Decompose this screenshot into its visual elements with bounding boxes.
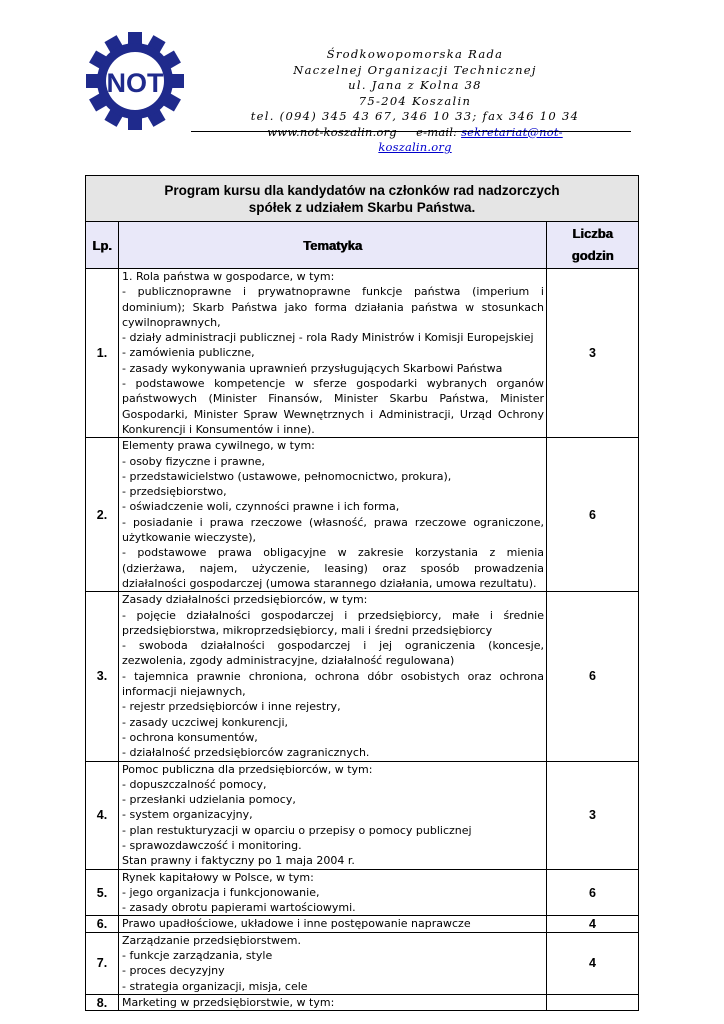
row-number: 2. xyxy=(86,438,119,592)
row-number: 5. xyxy=(86,869,119,916)
topic-line: - sprawozdawczość i monitoring. xyxy=(122,838,302,852)
table-row xyxy=(86,869,639,916)
topic-line: Stan prawny i faktyczny po 1 maja 2004 r. xyxy=(122,854,355,868)
topic-line: - publicznoprawne i prywatnoprawne funkcje państwa (imperium i dominium); Skarb Państwa jako forma działania państwa w stosunkach cywilnoprawnych, xyxy=(122,285,544,329)
logo-text: NOT xyxy=(106,68,164,98)
table-row xyxy=(86,932,639,994)
topic-line: - zasady uczciwej konkurencji, xyxy=(122,715,289,729)
topic-line: - podstawowe prawa obligacyjne w zakresie korzystania z mienia (dzierżawa, najem, użyczenie, leasing) oraz sposób prowadzenia działalności gospodarczej (umowa starannego działania, umowa rezultatu). xyxy=(122,546,544,590)
address-city: 75-204 Koszalin xyxy=(358,93,472,108)
letterhead xyxy=(240,47,590,156)
topic-line: - ochrona konsumentów, xyxy=(122,730,258,744)
topic-line: Prawo upadłościowe, układowe i inne postępowanie naprawcze xyxy=(122,917,471,931)
email-link[interactable]: sekretariat@not-koszalin.org xyxy=(378,124,563,154)
row-topic xyxy=(119,438,547,592)
row-hours: 3 xyxy=(547,761,639,869)
table-title xyxy=(86,176,639,222)
topic-line: - zasady wykonywania uprawnień przysługujących Skarbowi Państwa xyxy=(122,361,503,375)
topic-line: - przedstawicielstwo (ustawowe, pełnomocnictwo, prokura), xyxy=(122,469,452,483)
table-row xyxy=(86,438,639,592)
topic-line: Marketing w przedsiębiorstwie, w tym: xyxy=(122,995,335,1009)
topic-line: - proces decyzyjny xyxy=(122,964,225,978)
row-topic xyxy=(119,916,547,932)
topic-line: - jego organizacja i funkcjonowanie, xyxy=(122,885,320,899)
not-logo xyxy=(84,30,186,132)
topic-line: - dopuszczalność pomocy, xyxy=(122,777,267,791)
table-row xyxy=(86,592,639,761)
row-hours: 4 xyxy=(547,916,639,932)
table-title-line1: Program kursu dla kandydatów na członków rad nadzorczych xyxy=(164,182,560,198)
column-header-hours-line2: godzin xyxy=(571,248,614,263)
topic-line: Elementy prawa cywilnego, w tym: xyxy=(122,439,315,453)
row-topic xyxy=(119,269,547,438)
topic-line: - podstawowe kompetencje w sferze gospodarki wybranych organów państwowych (Minister Finansów, Minister Skarbu Państwa, Minister Gospodarki, Minister Spraw Wewnętrznych i Administracji, Urząd Ochrony Konkurencji i Konsumentów i inne). xyxy=(122,377,544,436)
email-label: e-mail: xyxy=(416,124,458,139)
column-header-hours xyxy=(547,222,639,269)
column-header-topic: Tematyka xyxy=(119,222,547,269)
topic-line: - zamówienia publiczne, xyxy=(122,346,255,360)
row-number: 1. xyxy=(86,269,119,438)
address-street: ul. Jana z Kolna 38 xyxy=(348,78,482,92)
row-number: 8. xyxy=(86,994,119,1010)
topic-line: - osoby fizyczne i prawne, xyxy=(122,454,265,468)
table-body xyxy=(86,269,639,1011)
topic-line: Rynek kapitałowy w Polsce, w tym: xyxy=(122,870,314,884)
topic-line: - funkcje zarządzania, style xyxy=(122,949,273,963)
row-number: 7. xyxy=(86,932,119,994)
org-name-line1: Środkowopomorska Rada xyxy=(326,47,504,61)
topic-line: - posiadanie i prawa rzeczowe (własność, prawa rzeczowe ograniczone, użytkowanie wieczyste), xyxy=(122,515,544,545)
row-topic xyxy=(119,994,547,1010)
row-topic xyxy=(119,869,547,916)
table-row xyxy=(86,994,639,1010)
row-hours: 6 xyxy=(547,592,639,761)
row-topic xyxy=(119,932,547,994)
topic-line: - rejestr przedsiębiorców i inne rejestry, xyxy=(122,700,341,714)
contact-line xyxy=(240,125,590,156)
topic-line: - system organizacyjny, xyxy=(122,808,253,822)
row-number: 3. xyxy=(86,592,119,761)
row-hours: 4 xyxy=(547,932,639,994)
header-divider xyxy=(191,131,631,132)
table-title-line2: spółek z udziałem Skarbu Państwa. xyxy=(248,199,476,215)
table-row xyxy=(86,269,639,438)
topic-line: - działalność przedsiębiorców zagranicznych. xyxy=(122,746,370,760)
phone-line: tel. (094) 345 43 67, 346 10 33; fax 346 10 34 xyxy=(250,109,580,123)
topic-line: Pomoc publiczna dla przedsiębiorców, w tym: xyxy=(122,762,373,776)
topic-line: - pojęcie działalności gospodarczej i przedsiębiorcy, małe i średnie przedsiębiorstwa, mikroprzedsiębiorcy, mali i średni przedsiębiorcy xyxy=(122,608,544,637)
row-hours: 3 xyxy=(547,269,639,438)
row-hours: 6 xyxy=(547,438,639,592)
column-header-hours-line1: Liczba xyxy=(572,226,613,241)
topic-line: - przesłanki udzielania pomocy, xyxy=(122,793,296,807)
row-number: 4. xyxy=(86,761,119,869)
table-row xyxy=(86,761,639,869)
website-link[interactable]: www.not-koszalin.org xyxy=(267,124,397,139)
row-hours xyxy=(547,994,639,1010)
topic-line: - działy administracji publicznej - rola Rady Ministrów i Komisji Europejskiej xyxy=(122,331,534,345)
program-table xyxy=(85,175,639,1011)
table-row xyxy=(86,916,639,932)
topic-line: Zarządzanie przedsiębiorstwem. xyxy=(122,933,301,947)
topic-line: - swoboda działalności gospodarczej i jej ograniczenia (koncesje, zezwolenia, zgody administracyjne, działalność regulowana) xyxy=(122,639,544,668)
topic-line: - przedsiębiorstwo, xyxy=(122,485,227,499)
row-hours: 6 xyxy=(547,869,639,916)
org-name-line2: Naczelnej Organizacji Technicznej xyxy=(293,62,537,77)
row-number: 6. xyxy=(86,916,119,932)
topic-line: - oświadczenie woli, czynności prawne i ich forma, xyxy=(122,500,400,514)
topic-line: - strategia organizacji, misja, cele xyxy=(122,979,308,993)
row-topic xyxy=(119,592,547,761)
topic-line: - plan restukturyzacji w oparciu o przepisy o pomocy publicznej xyxy=(122,823,472,837)
row-topic xyxy=(119,761,547,869)
column-header-lp: Lp. xyxy=(86,222,119,269)
topic-line: 1. Rola państwa w gospodarce, w tym: xyxy=(122,270,335,283)
topic-line: - tajemnica prawnie chroniona, ochrona dóbr osobistych oraz ochrona informacji niejawnych, xyxy=(122,669,544,699)
topic-line: - zasady obrotu papierami wartościowymi. xyxy=(122,901,356,915)
topic-line: Zasady działalności przedsiębiorców, w tym: xyxy=(122,593,368,607)
